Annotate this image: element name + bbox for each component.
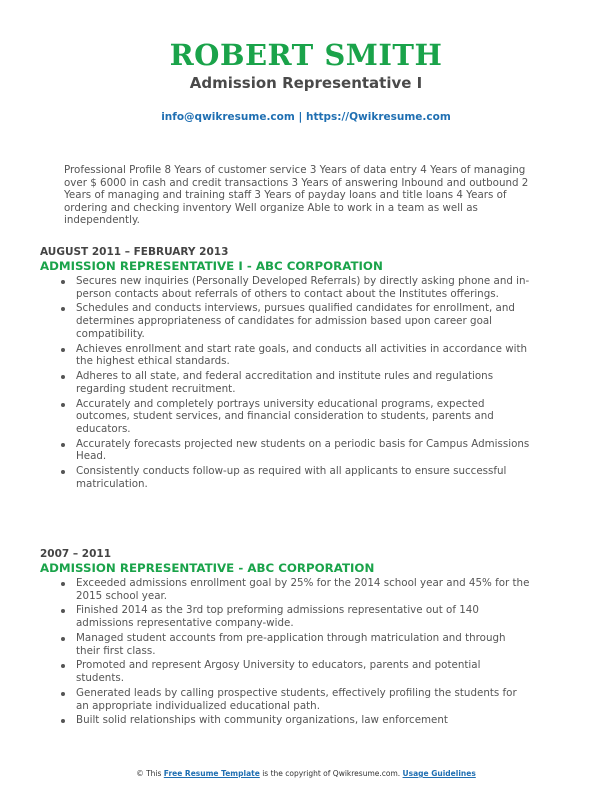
job-bullet: Generated leads by calling prospective students, effectively profiling the students for an appropriate individualized educational path. [76,687,530,712]
job-dates: 2007 – 2011 [40,548,112,560]
job-role: ADMISSION REPRESENTATIVE - ABC CORPORATION [40,561,375,575]
job-bullet: Adheres to all state, and federal accreditation and institute rules and regulations regarding student recruitment. [76,370,530,395]
contact-line [0,111,612,123]
candidate-name: ROBERT SMITH [169,38,443,72]
experience-entry [40,548,530,729]
contact-separator: | [298,111,303,123]
experience-entry [40,246,530,493]
footer-prefix: © This [136,769,162,778]
usage-guidelines-link[interactable]: Usage Guidelines [402,769,476,778]
email-link[interactable]: info@qwikresume.com [161,111,295,123]
resume-header [0,38,612,92]
job-bullet: Finished 2014 as the 3rd top preforming admissions representative out of 140 admissions representative company-wide. [76,604,530,629]
candidate-title: Admission Representative I [189,74,423,92]
job-bullet: Promoted and represent Argosy University to educators, parents and potential students. [76,659,530,684]
job-dates: AUGUST 2011 – FEBRUARY 2013 [40,246,229,258]
website-link[interactable]: https://Qwikresume.com [305,111,451,123]
copyright-footer [0,769,612,778]
job-role: ADMISSION REPRESENTATIVE I - ABC CORPORATION [40,259,383,273]
footer-middle: is the copyright of Qwikresume.com. [262,769,401,778]
job-bullets [40,577,530,727]
job-bullet: Consistently conducts follow-up as required with all applicants to ensure successful matriculation. [76,465,530,490]
job-bullet: Built solid relationships with community organizations, law enforcement [76,714,530,727]
professional-summary: Professional Profile 8 Years of customer service 3 Years of data entry 4 Years of managing over $ 6000 in cash and credit transactions 3 Years of answering Inbound and outbound 2 Years of managing and training staff 3 Years of payday loans and title loans 4 Years of ordering and checking inventory Well organize Able to work in a team as well as independently. [64,164,529,227]
job-bullet: Accurately forecasts projected new students on a periodic basis for Campus Admissions Head. [76,437,530,463]
free-resume-template-link[interactable]: Free Resume Template [163,769,260,778]
job-bullet: Schedules and conducts interviews, pursues qualified candidates for enrollment, and determines appropriateness of candidates for admission based upon career goal compatibility. [76,302,530,340]
job-bullet: Secures new inquiries (Personally Developed Referrals) by directly asking phone and in-person contacts about referrals of others to contact about the Institutes offerings. [76,275,530,300]
job-bullet: Exceeded admissions enrollment goal by 25% for the 2014 school year and 45% for the 2015 school year. [76,577,530,602]
job-bullets [40,275,530,490]
job-bullet: Accurately and completely portrays university educational programs, expected outcomes, student services, and financial consideration to students, parents and educators. [76,398,530,436]
job-bullet: Achieves enrollment and start rate goals, and conducts all activities in accordance with the highest ethical standards. [76,343,530,368]
job-bullet: Managed student accounts from pre-application through matriculation and through their first class. [76,632,530,657]
